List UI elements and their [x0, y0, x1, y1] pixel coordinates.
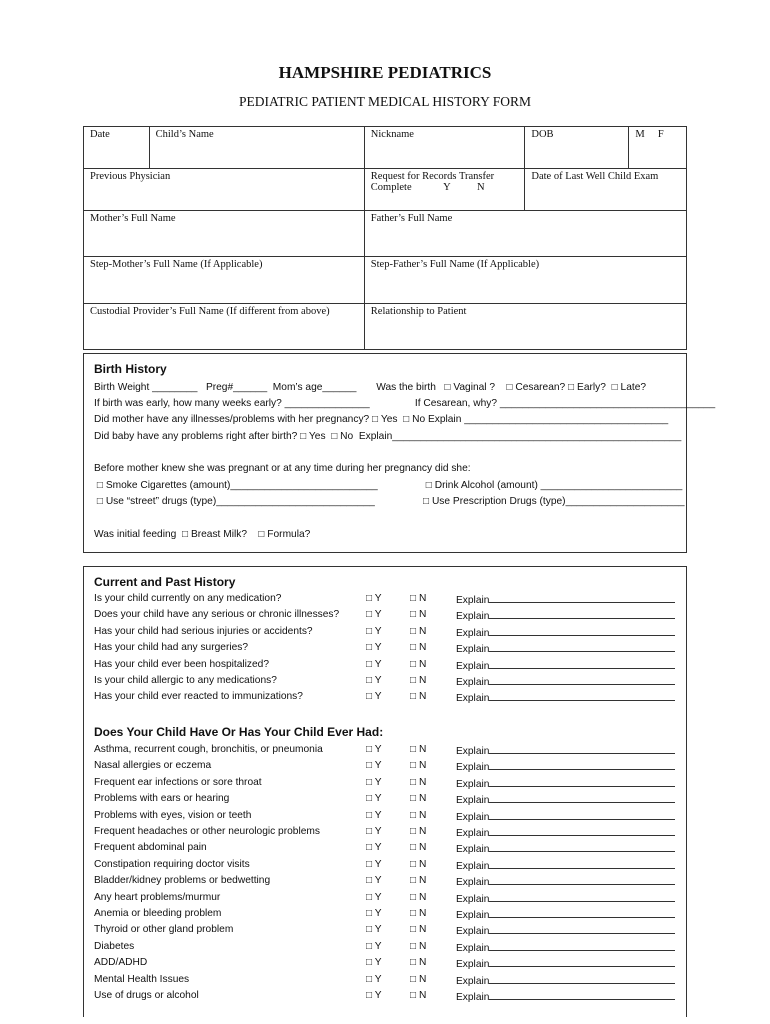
no-checkbox[interactable]: □ N [410, 658, 427, 670]
step-mother-field[interactable] [84, 257, 365, 304]
no-checkbox[interactable]: □ N [410, 642, 427, 654]
condition-row-label: Diabetes [94, 940, 135, 952]
fathers-name-field[interactable] [364, 211, 686, 257]
explain-field[interactable] [456, 941, 675, 954]
explain-field[interactable] [456, 892, 675, 905]
current-past-history-section [83, 566, 687, 1017]
records-no-label: N [476, 182, 485, 193]
condition-row [84, 826, 684, 840]
explain-underline[interactable] [489, 974, 675, 984]
relationship-label: Relationship to Patient [370, 306, 467, 317]
last-well-child-field[interactable] [525, 169, 687, 211]
explain-underline[interactable] [489, 760, 675, 770]
explain-underline[interactable] [489, 810, 675, 820]
condition-row [84, 892, 684, 906]
explain-field[interactable] [456, 659, 675, 672]
sex-m-label: M [635, 129, 645, 140]
explain-field[interactable] [456, 826, 675, 839]
birth-weight-line[interactable]: Birth Weight ________ Preg#______ Mom’s age______ Was the birth □ Vaginal ? □ Cesarean? □ Early? □ Late? [94, 382, 647, 393]
condition-row-label: Mental Health Issues [94, 973, 190, 985]
explain-underline[interactable] [489, 793, 675, 803]
no-checkbox[interactable]: □ N [410, 940, 427, 952]
custodial-provider-field[interactable] [84, 304, 365, 350]
condition-row-label: Problems with ears or hearing [94, 793, 230, 805]
condition-row [84, 941, 684, 955]
explain-field[interactable] [456, 924, 675, 937]
condition-row [84, 842, 684, 856]
condition-row-label: Any heart problems/murmur [94, 891, 221, 903]
explain-underline[interactable] [489, 892, 675, 902]
condition-row [84, 957, 684, 971]
explain-field[interactable] [456, 859, 675, 872]
yes-checkbox[interactable]: □ Y [366, 675, 382, 686]
last-well-child-label: Date of Last Well Child Exam [531, 171, 659, 182]
condition-row-label: Thyroid or other gland problem [94, 924, 234, 936]
condition-row-label: Anemia or bleeding problem [94, 908, 222, 919]
explain-underline[interactable] [489, 941, 675, 951]
condition-row-label: Use of drugs or alcohol [94, 990, 199, 1001]
condition-row [84, 760, 684, 774]
records-complete-label: Complete [370, 182, 412, 193]
explain-label: Explain [456, 893, 490, 905]
no-checkbox[interactable]: □ N [410, 809, 427, 821]
question-row-label: Has your child ever reacted to immunizations? [94, 691, 303, 703]
explain-label: Explain [456, 795, 490, 807]
condition-row-label: Frequent headaches or other neurologic problems [94, 826, 320, 837]
explain-underline[interactable] [489, 842, 675, 852]
question-row [84, 593, 684, 607]
explain-underline[interactable] [489, 875, 675, 885]
baby-problems-line[interactable]: Did baby have any problems right after birth? □ Yes □ No Explain___________________________________________________ [94, 431, 682, 442]
explain-label: Explain [456, 660, 490, 672]
no-checkbox[interactable]: □ N [410, 793, 427, 805]
previous-physician-field[interactable] [84, 169, 365, 211]
step-father-label: Step-Father’s Full Name (If Applicable) [370, 259, 540, 270]
birth-history-heading: Birth History [94, 362, 167, 376]
explain-field[interactable] [456, 744, 675, 757]
records-transfer-field[interactable] [364, 169, 525, 211]
no-checkbox[interactable]: □ N [410, 990, 427, 1001]
explain-field[interactable] [456, 593, 675, 606]
condition-row-label: Nasal allergies or eczema [94, 760, 212, 772]
yes-checkbox[interactable]: □ Y [366, 625, 382, 637]
explain-label: Explain [456, 762, 490, 774]
explain-label: Explain [456, 644, 490, 656]
yes-checkbox[interactable]: □ Y [366, 940, 382, 952]
step-father-field[interactable] [364, 257, 686, 304]
explain-underline[interactable] [489, 908, 675, 918]
explain-underline[interactable] [489, 675, 675, 685]
no-checkbox[interactable]: □ N [410, 744, 427, 755]
no-checkbox[interactable]: □ N [410, 842, 427, 854]
smoke-drink-line[interactable]: □ Smoke Cigarettes (amount)__________________________ □ Drink Alcohol (amount) _________________________ [94, 480, 683, 491]
date-field[interactable] [84, 127, 150, 169]
no-checkbox[interactable]: □ N [410, 675, 427, 686]
explain-underline[interactable] [489, 691, 675, 701]
date-label: Date [90, 129, 110, 140]
question-row-label: Is your child allergic to any medications? [94, 675, 277, 686]
no-checkbox[interactable]: □ N [410, 593, 427, 604]
condition-row [84, 859, 684, 873]
condition-row-label: Frequent abdominal pain [94, 842, 207, 854]
condition-row-label: Constipation requiring doctor visits [94, 858, 250, 870]
explain-underline[interactable] [489, 626, 675, 636]
question-row-label: Has your child had serious injuries or accidents? [94, 625, 313, 637]
question-row [84, 626, 684, 640]
no-checkbox[interactable]: □ N [410, 760, 427, 772]
explain-field[interactable] [456, 793, 675, 806]
yes-checkbox[interactable]: □ Y [366, 908, 382, 919]
condition-row-label: ADD/ADHD [94, 957, 148, 969]
no-checkbox[interactable]: □ N [410, 826, 427, 837]
mothers-name-label: Mother’s Full Name [90, 213, 176, 224]
sex-field[interactable] [629, 127, 687, 169]
pregnancy-habits-prompt: Before mother knew she was pregnant or at any time during her pregnancy did she: [94, 463, 471, 474]
question-row [84, 659, 684, 673]
explain-field[interactable] [456, 609, 675, 622]
yes-checkbox[interactable]: □ Y [366, 642, 382, 654]
relationship-field[interactable] [364, 304, 686, 350]
yes-checkbox[interactable]: □ Y [366, 609, 382, 621]
no-checkbox[interactable]: □ N [410, 908, 427, 919]
records-yes-label: Y [443, 182, 451, 193]
dob-field[interactable] [525, 127, 629, 169]
fathers-name-label: Father’s Full Name [370, 213, 453, 224]
question-row [84, 675, 684, 689]
explain-field[interactable] [456, 957, 675, 970]
nickname-label: Nickname [370, 129, 414, 140]
yes-checkbox[interactable]: □ Y [366, 875, 382, 887]
condition-row [84, 777, 684, 791]
yes-checkbox[interactable]: □ Y [366, 793, 382, 805]
explain-label: Explain [456, 693, 490, 705]
no-checkbox[interactable]: □ N [410, 691, 427, 703]
nickname-field[interactable] [364, 127, 525, 169]
yes-checkbox[interactable]: □ Y [366, 891, 382, 903]
explain-field[interactable] [456, 875, 675, 888]
question-row [84, 642, 684, 656]
explain-label: Explain [456, 877, 490, 889]
birth-early-line[interactable]: If birth was early, how many weeks early? _______________ If Cesarean, why? ______________________________________ [94, 398, 716, 409]
condition-row [84, 793, 684, 807]
explain-label: Explain [456, 975, 490, 987]
condition-row-label: Bladder/kidney problems or bedwetting [94, 875, 271, 887]
explain-label: Explain [456, 910, 490, 921]
yes-checkbox[interactable]: □ Y [366, 691, 382, 703]
yes-checkbox[interactable]: □ Y [366, 760, 382, 772]
explain-field[interactable] [456, 810, 675, 823]
explain-underline[interactable] [489, 777, 675, 787]
explain-underline[interactable] [489, 659, 675, 669]
no-checkbox[interactable]: □ N [410, 875, 427, 887]
condition-row [84, 810, 684, 824]
current-past-heading: Current and Past History [94, 575, 236, 589]
explain-field[interactable] [456, 642, 675, 655]
explain-underline[interactable] [489, 744, 675, 754]
explain-field[interactable] [456, 675, 675, 688]
no-checkbox[interactable]: □ N [410, 609, 427, 621]
explain-label: Explain [456, 811, 490, 823]
no-checkbox[interactable]: □ N [410, 957, 427, 969]
yes-checkbox[interactable]: □ Y [366, 957, 382, 969]
explain-label: Explain [456, 926, 490, 938]
drugs-line[interactable]: □ Use “street” drugs (type)____________________________ □ Use Prescription Drugs (type)_____________________ [94, 496, 685, 507]
explain-label: Explain [456, 959, 490, 971]
condition-row [84, 974, 684, 988]
dob-label: DOB [531, 129, 554, 140]
no-checkbox[interactable]: □ N [410, 776, 427, 788]
condition-row-label: Asthma, recurrent cough, bronchitis, or pneumonia [94, 744, 323, 755]
yes-checkbox[interactable]: □ Y [366, 924, 382, 936]
form-subtitle: PEDIATRIC PATIENT MEDICAL HISTORY FORM [238, 94, 532, 109]
condition-row [84, 744, 684, 758]
condition-row [84, 875, 684, 889]
explain-underline[interactable] [489, 957, 675, 967]
childs-name-label: Child’s Name [155, 129, 214, 140]
explain-underline[interactable] [489, 859, 675, 869]
explain-field[interactable] [456, 974, 675, 987]
no-checkbox[interactable]: □ N [410, 625, 427, 637]
records-transfer-label: Request for Records Transfer [370, 171, 495, 182]
explain-label: Explain [456, 778, 490, 790]
conditions-heading: Does Your Child Have Or Has Your Child Ever Had: [94, 725, 384, 739]
childs-name-field[interactable] [149, 127, 364, 169]
explain-field[interactable] [456, 760, 675, 773]
explain-underline[interactable] [489, 826, 675, 836]
explain-label: Explain [456, 595, 490, 606]
explain-label: Explain [456, 611, 490, 623]
yes-checkbox[interactable]: □ Y [366, 990, 382, 1001]
sex-f-label: F [657, 129, 664, 140]
yes-checkbox[interactable]: □ Y [366, 826, 382, 837]
condition-row-label: Frequent ear infections or sore throat [94, 776, 262, 788]
yes-checkbox[interactable]: □ Y [366, 858, 382, 870]
mothers-name-field[interactable] [84, 211, 365, 257]
no-checkbox[interactable]: □ N [410, 973, 427, 985]
explain-label: Explain [456, 746, 490, 757]
yes-checkbox[interactable]: □ Y [366, 744, 382, 755]
explain-label: Explain [456, 844, 490, 856]
explain-field[interactable] [456, 908, 675, 921]
custodial-provider-label: Custodial Provider’s Full Name (If different from above) [90, 306, 330, 317]
no-checkbox[interactable]: □ N [410, 924, 427, 936]
step-mother-label: Step-Mother’s Full Name (If Applicable) [90, 259, 263, 270]
explain-label: Explain [456, 677, 490, 688]
question-row-label: Does your child have any serious or chronic illnesses? [94, 609, 340, 621]
question-row-label: Has your child ever been hospitalized? [94, 658, 269, 670]
explain-underline[interactable] [489, 990, 675, 1000]
explain-underline[interactable] [489, 642, 675, 652]
condition-row [84, 908, 684, 922]
explain-label: Explain [456, 860, 490, 872]
birth-history-section [83, 353, 716, 553]
question-row-label: Has your child had any surgeries? [94, 642, 249, 654]
previous-physician-label: Previous Physician [90, 171, 171, 182]
explain-label: Explain [456, 992, 490, 1003]
yes-checkbox[interactable]: □ Y [366, 658, 382, 670]
explain-field[interactable] [456, 777, 675, 790]
no-checkbox[interactable]: □ N [410, 858, 427, 870]
explain-underline[interactable] [489, 609, 675, 619]
explain-label: Explain [456, 627, 490, 639]
explain-label: Explain [456, 942, 490, 954]
yes-checkbox[interactable]: □ Y [366, 593, 382, 604]
no-checkbox[interactable]: □ N [410, 891, 427, 903]
question-row [84, 609, 684, 623]
yes-checkbox[interactable]: □ Y [366, 842, 382, 854]
pregnancy-illness-line[interactable]: Did mother have any illnesses/problems with her pregnancy? □ Yes □ No Explain ____________________________________ [94, 414, 669, 425]
explain-underline[interactable] [489, 924, 675, 934]
question-row [84, 691, 684, 705]
explain-field[interactable] [456, 626, 675, 639]
explain-field[interactable] [456, 842, 675, 855]
form-title: HAMPSHIRE PEDIATRICS [278, 63, 492, 82]
yes-checkbox[interactable]: □ Y [366, 776, 382, 788]
yes-checkbox[interactable]: □ Y [366, 973, 382, 985]
condition-row [84, 990, 684, 1004]
patient-info-table [83, 126, 687, 350]
explain-field[interactable] [456, 691, 675, 704]
initial-feeding-line[interactable]: Was initial feeding □ Breast Milk? □ Formula? [94, 529, 311, 540]
condition-row-label: Problems with eyes, vision or teeth [94, 809, 252, 821]
explain-underline[interactable] [489, 593, 675, 603]
yes-checkbox[interactable]: □ Y [366, 809, 382, 821]
explain-field[interactable] [456, 990, 675, 1003]
condition-row [84, 924, 684, 938]
explain-label: Explain [456, 828, 490, 839]
question-row-label: Is your child currently on any medication? [94, 593, 282, 604]
